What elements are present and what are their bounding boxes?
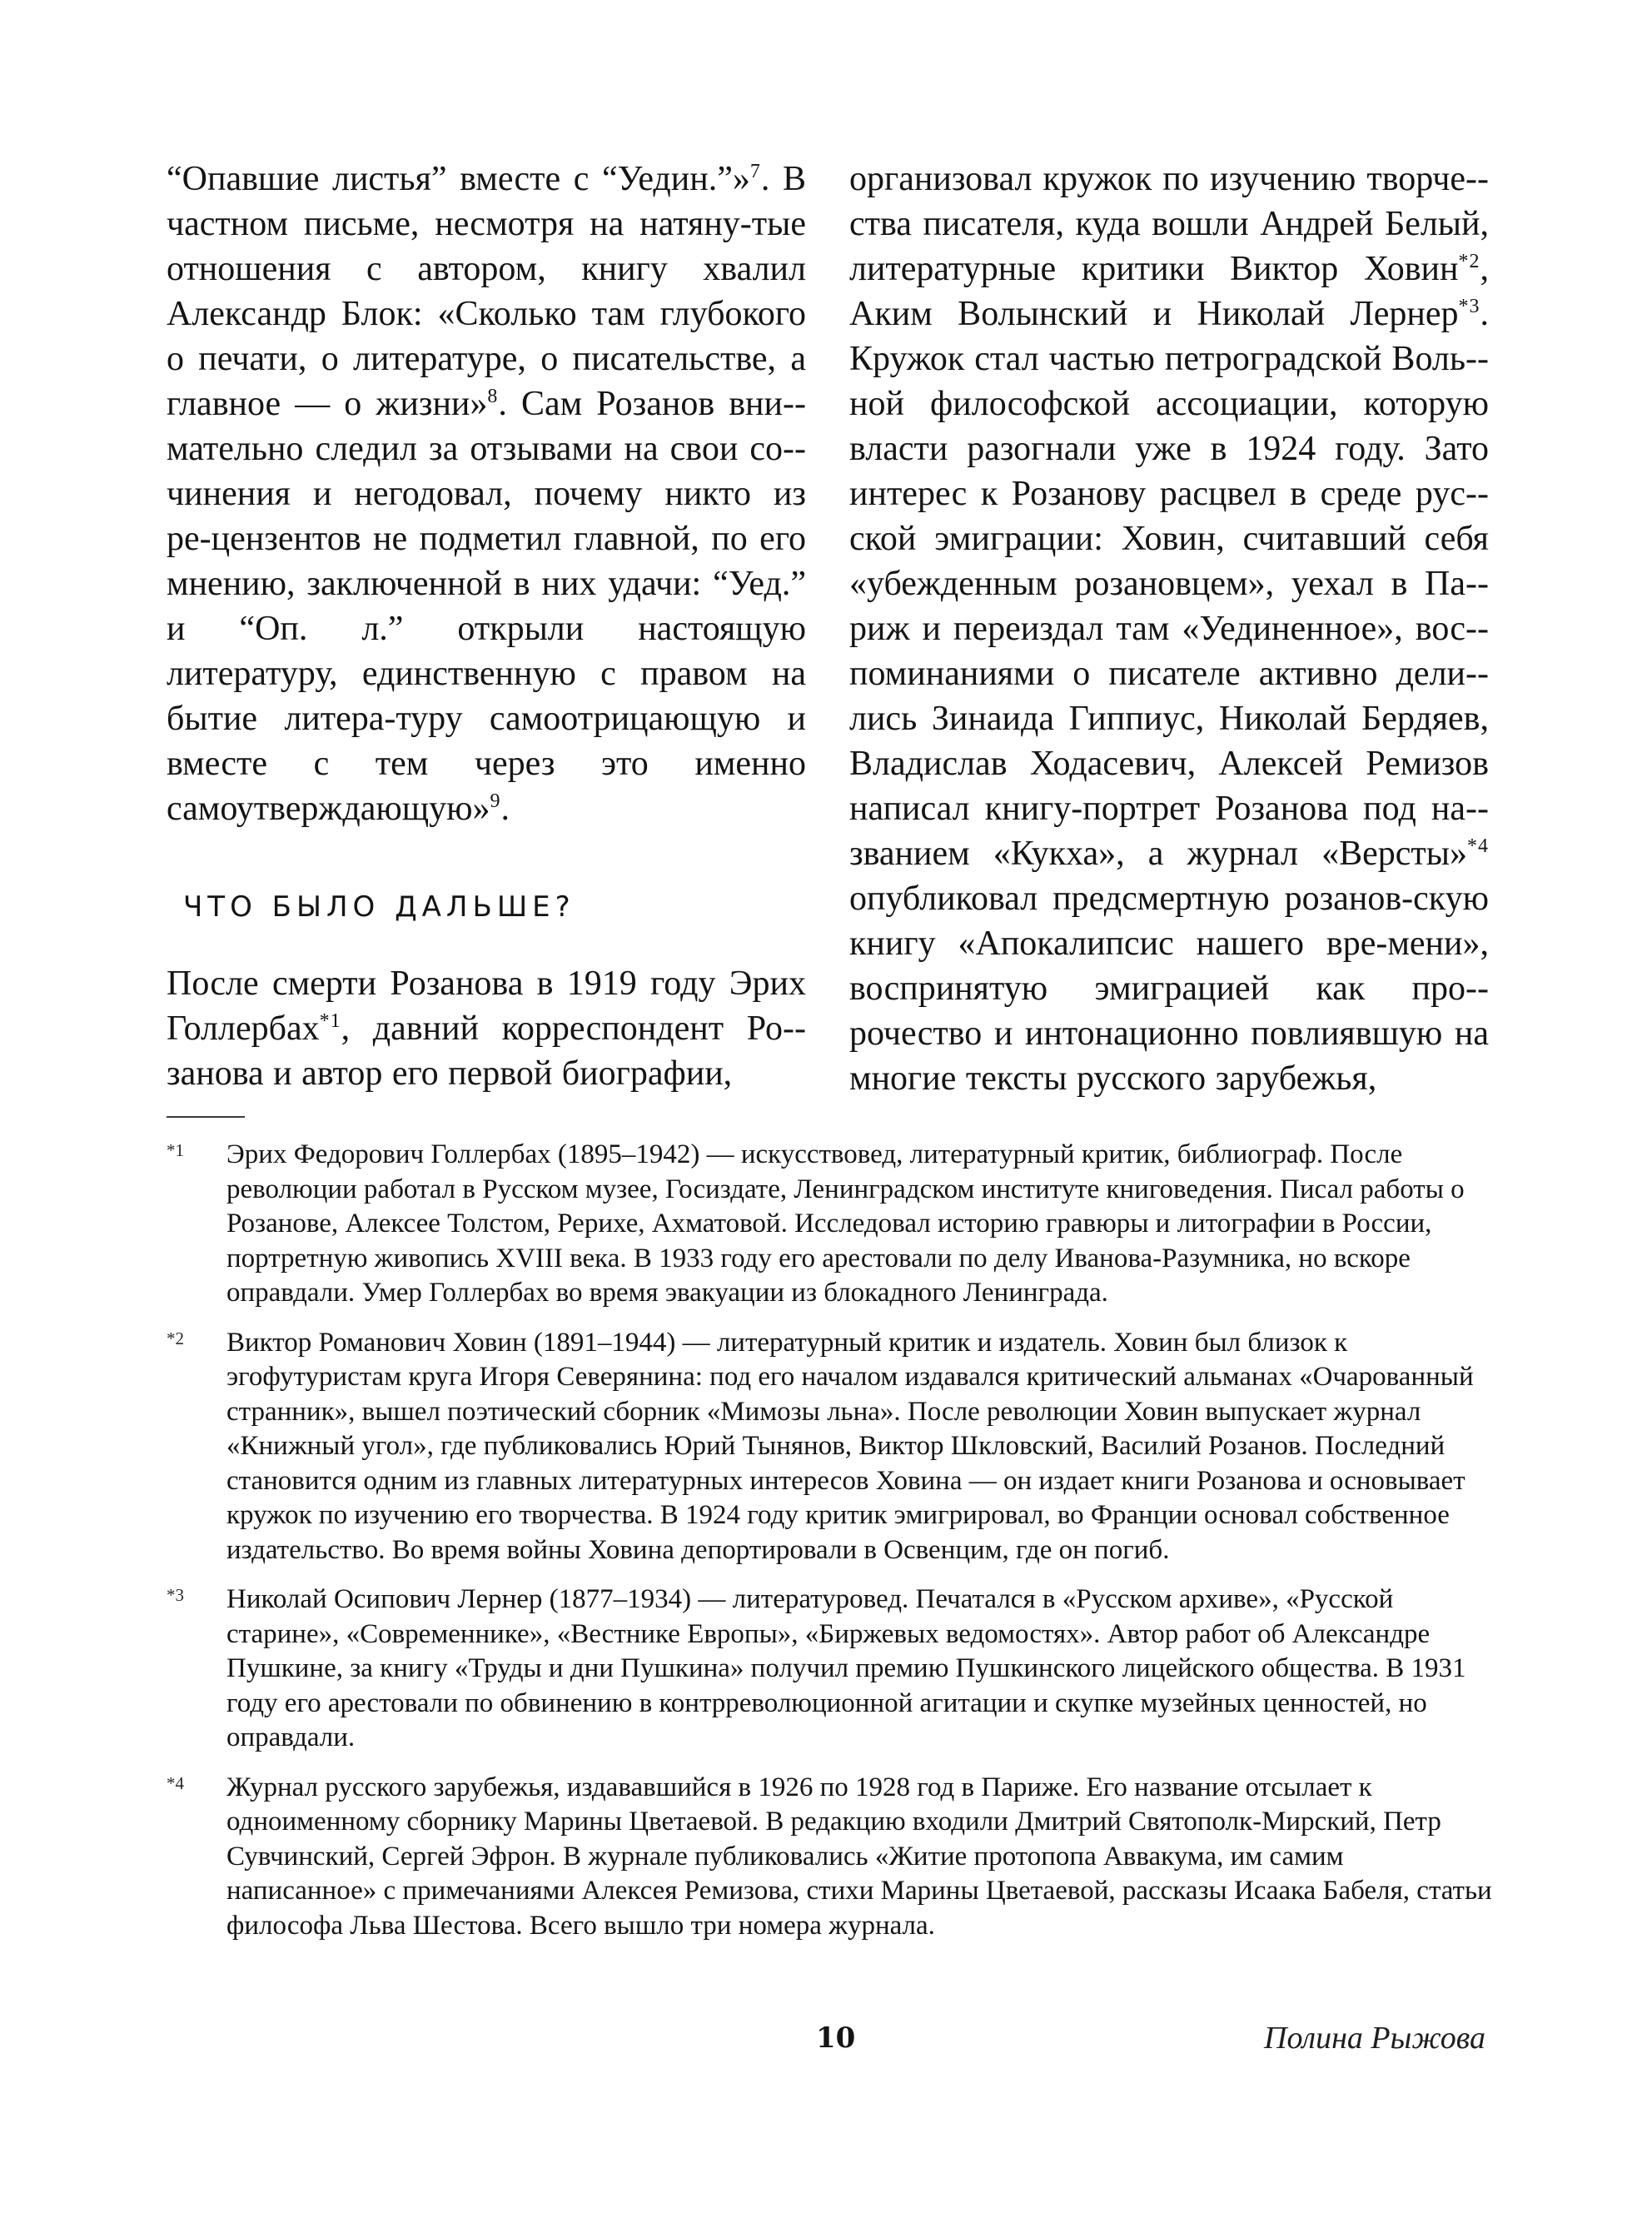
endnote-ref[interactable]: 9 [490, 790, 501, 812]
footnote [167, 1326, 1499, 1568]
footnote-mark: *4 [167, 1772, 184, 1793]
footnote [167, 1582, 1499, 1756]
paragraph-text: организовал кружок по изучению творче-ства писателя, куда вошли Андрей Белый, литературные критики Виктор Ховин [849, 160, 1489, 288]
section-heading: ЧТО БЫЛО ДАЛЬШЕ? [183, 890, 575, 924]
footnote-text: Журнал русского зарубежья, издававшийся в 1926 по 1928 год в Париже. Его название отсылает к одноименному сборнику Марины Цветаевой. В редакцию входили Дмитрий Святополк-Мирский, Петр Сувчинский, Сергей Эфрон. В журнале публиковались «Житие протопопа Аввакума, им самим написанное» с примечаниями Алексея Ремизова, стихи Марины Цветаевой, рассказы Исаака Бабеля, статьи философа Льва Шестова. Всего вышло три номера журнала. [226, 1772, 1492, 1941]
paragraph [167, 157, 806, 831]
paragraph [849, 157, 1489, 1101]
footnote-mark: *2 [167, 1328, 184, 1348]
paragraph-text: . [500, 790, 510, 828]
text-column-right [849, 157, 1489, 1101]
text-column-left [167, 157, 806, 1096]
footnote-text: Николай Осипович Лернер (1877–1934) — литературовед. Печатался в «Русском архиве», «Русской старине», «Современнике», «Вестнике Европы», «Биржевых ведомостях». Автор работ об Александре Пушкине, за книгу «Труды и дни Пушкина» получил премию Пушкинского лицейского общества. В 1931 году его арестовали по обвинению в контрреволюционной агитации и скупке музейных ценностей, но оправдали. [226, 1584, 1466, 1752]
endnote-ref[interactable]: 7 [749, 161, 761, 182]
footnote-mark: *3 [167, 1585, 184, 1605]
footnote-ref[interactable]: *3 [1458, 296, 1480, 317]
paragraph-text: , Аким Волынский и Николай Лернер [849, 250, 1489, 333]
footnote-ref[interactable]: *4 [1467, 835, 1489, 857]
footnote-text: Эрих Федорович Голлербах (1895–1942) — искусствовед, литературный критик, библиограф. После революции работал в Русском музее, Госиздате, Ленинградском институте книговедения. Писал работы о Розанове, Алексее Толстом, Рерихе, Ахматовой. Исследовал историю гравюры и литографии в России, портретную живопись XVIII века. В 1933 году его арестовали по делу Иванова-Разумника, но вскоре оправдали. Умер Голлербах во время эвакуации из блокадного Ленинграда. [226, 1139, 1465, 1308]
paragraph-text: После смерти Розанова в 1919 году Эрих Голлербах [167, 964, 806, 1048]
footnote-ref[interactable]: *2 [1458, 251, 1480, 272]
footnote-mark: *1 [167, 1140, 184, 1160]
footnote-ref[interactable]: *1 [319, 1010, 341, 1032]
footnotes [167, 1138, 1499, 1958]
footnote-separator [167, 1116, 245, 1118]
footnote-text: Виктор Романович Ховин (1891–1944) — литературный критик и издатель. Ховин был близок к эгофутуристам круга Игоря Северянина: под его началом издавался критический альманах «Очарованный странник», вышел поэтический сборник «Мимозы льна». После революции Ховин выпускает журнал «Книжный угол», где публиковались Юрий Тынянов, Виктор Шкловский, Василий Розанов. Последний становится одним из главных литературных интересов Ховина — он издает книги Розанова и основывает кружок по изучению его творчества. В 1924 году критик эмигрировал, во Франции основал собственное издательство. Во время войны Ховина депортировали в Освенцим, где он погиб. [226, 1327, 1474, 1565]
paragraph-text: опубликовал предсмертную розанов-скую книгу «Апокалипсис нашего вре-мени», воспринятую эмиграцией как про-рочество и интонационно повлиявшую на многие тексты русского зарубежья, [849, 880, 1489, 1098]
paragraph-text: . В частном письме, несмотря на натяну-тые отношения с автором, книгу хвалил Александр Блок: «Сколько там глубокого о печати, о литературе, о писательстве, а главное — о жизни» [167, 160, 806, 423]
paragraph-text: . Кружок стал частью петроградской Воль-ной философской ассоциации, которую власти разогнали уже в 1924 году. Зато интерес к Розанову расцвел в среде рус-ской эмиграции: Ховин, считавший себя «убежденным розановцем», уехал в Па-риж и переиздал там «Уединенное», вос-поминаниями о писателе активно дели-лись Зинаида Гиппиус, Николай Бердяев, Владислав Ходасевич, Алексей Ремизов написал книгу-портрет Розанова под на-званием «Кукха», а журнал «Версты» [849, 295, 1489, 873]
running-footer-author: Полина Рыжова [1264, 2021, 1485, 2056]
paragraph-text: . Сам Розанов вни-мательно следил за отзывами на свои со-чинения и негодовал, почему никто из ре-цензентов не подметил главной, по его мнению, заключенной в них удачи: “Уед.” и “Оп. л.” открыли настоящую литературу, единственную с правом на бытие литера-туру самоотрицающую и вместе с тем через это именно самоутверждающую» [167, 385, 806, 828]
endnote-ref[interactable]: 8 [487, 386, 499, 407]
paragraph-text: “Опавшие листья” вместе с “Уедин.”» [167, 160, 750, 198]
paragraph [167, 961, 806, 1096]
footnote [167, 1138, 1499, 1311]
paragraph-text: , давний корреспондент Ро-занова и автор его первой биографии, [167, 1009, 806, 1093]
page-number: 10 [816, 2021, 856, 2055]
footnote [167, 1771, 1499, 1944]
